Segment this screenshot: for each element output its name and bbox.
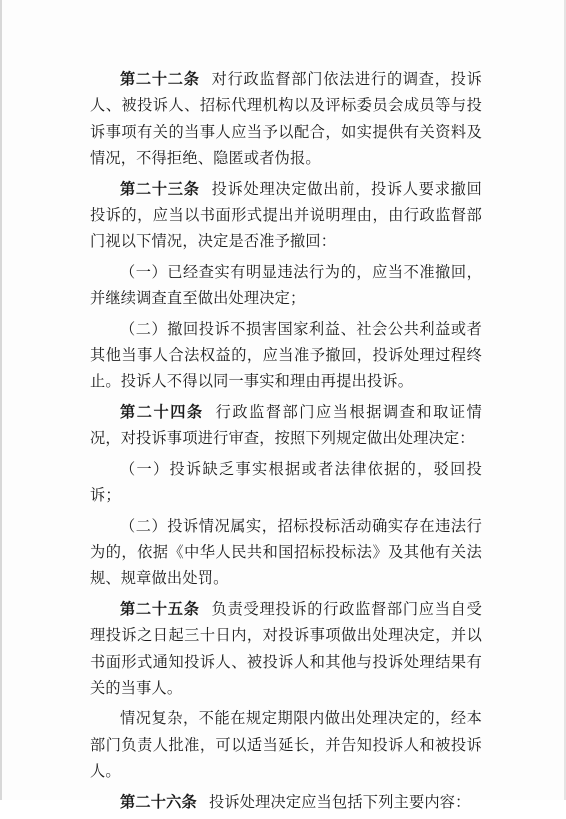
article-25-continuation: [90, 705, 482, 784]
article-23-item-1: [90, 259, 482, 312]
article-22-text: 对行政监督部门依法进行的调查，投诉人、被投诉人、招标代理机构以及评标委员会成员等与投诉事项有关的当事人应当予以配合，如实提供有关资料及情况，不得拒绝、隐匿或者伪报。: [90, 70, 482, 168]
article-23-item-1-text: （一）已经查实有明显违法行为的，应当不准撤回，并继续调查直至做出处理决定；: [90, 262, 482, 308]
article-24-title: 第二十四条: [120, 402, 204, 421]
article-25-continuation-text: 情况复杂，不能在规定期限内做出处理决定的，经本部门负责人批准，可以适当延长，并告知投诉人和被投诉人。: [90, 709, 482, 781]
document-body: [90, 66, 482, 819]
article-22-paragraph: [90, 66, 482, 172]
article-24-item-2: [90, 513, 482, 592]
article-25-title: 第二十五条: [120, 599, 200, 618]
article-22-title: 第二十二条: [120, 70, 200, 88]
article-25-paragraph: [90, 596, 482, 702]
article-24-paragraph: [90, 399, 482, 452]
article-24-item-1: [90, 456, 482, 509]
article-23-paragraph: [90, 176, 482, 255]
article-24-item-2-text: （二）投诉情况属实，招标投标活动确实存在违法行为的，依据《中华人民共和国招标投标法》及其他有关法规、规章做出处罚。: [90, 516, 482, 588]
article-23-title: 第二十三条: [120, 179, 200, 198]
article-24-item-1-text: （一）投诉缺乏事实根据或者法律依据的，驳回投诉；: [90, 459, 482, 505]
article-24-text: 行政监督部门应当根据调查和取证情况，对投诉事项进行审查，按照下列规定做出处理决定：: [90, 402, 483, 448]
article-23-text: 投诉处理决定做出前，投诉人要求撤回投诉的，应当以书面形式提出并说明理由，由行政监督部门视以下情况，决定是否准予撤回：: [90, 179, 482, 251]
article-23-item-2: [90, 316, 482, 395]
article-25-text: 负责受理投诉的行政监督部门应当自受理投诉之日起三十日内，对投诉事项做出处理决定，并以书面形式通知投诉人、被投诉人和其他与投诉处理结果有关的当事人。: [90, 599, 482, 697]
article-26-paragraph: [90, 789, 482, 815]
article-26-text: 投诉处理决定应当包括下列主要内容：: [208, 792, 471, 811]
article-26-title: 第二十六条: [120, 792, 197, 811]
article-23-item-2-text: （二）撤回投诉不损害国家利益、社会公共利益或者其他当事人合法权益的，应当准予撤回，投诉处理过程终止。投诉人不得以同一事实和理由再提出投诉。: [90, 319, 482, 391]
